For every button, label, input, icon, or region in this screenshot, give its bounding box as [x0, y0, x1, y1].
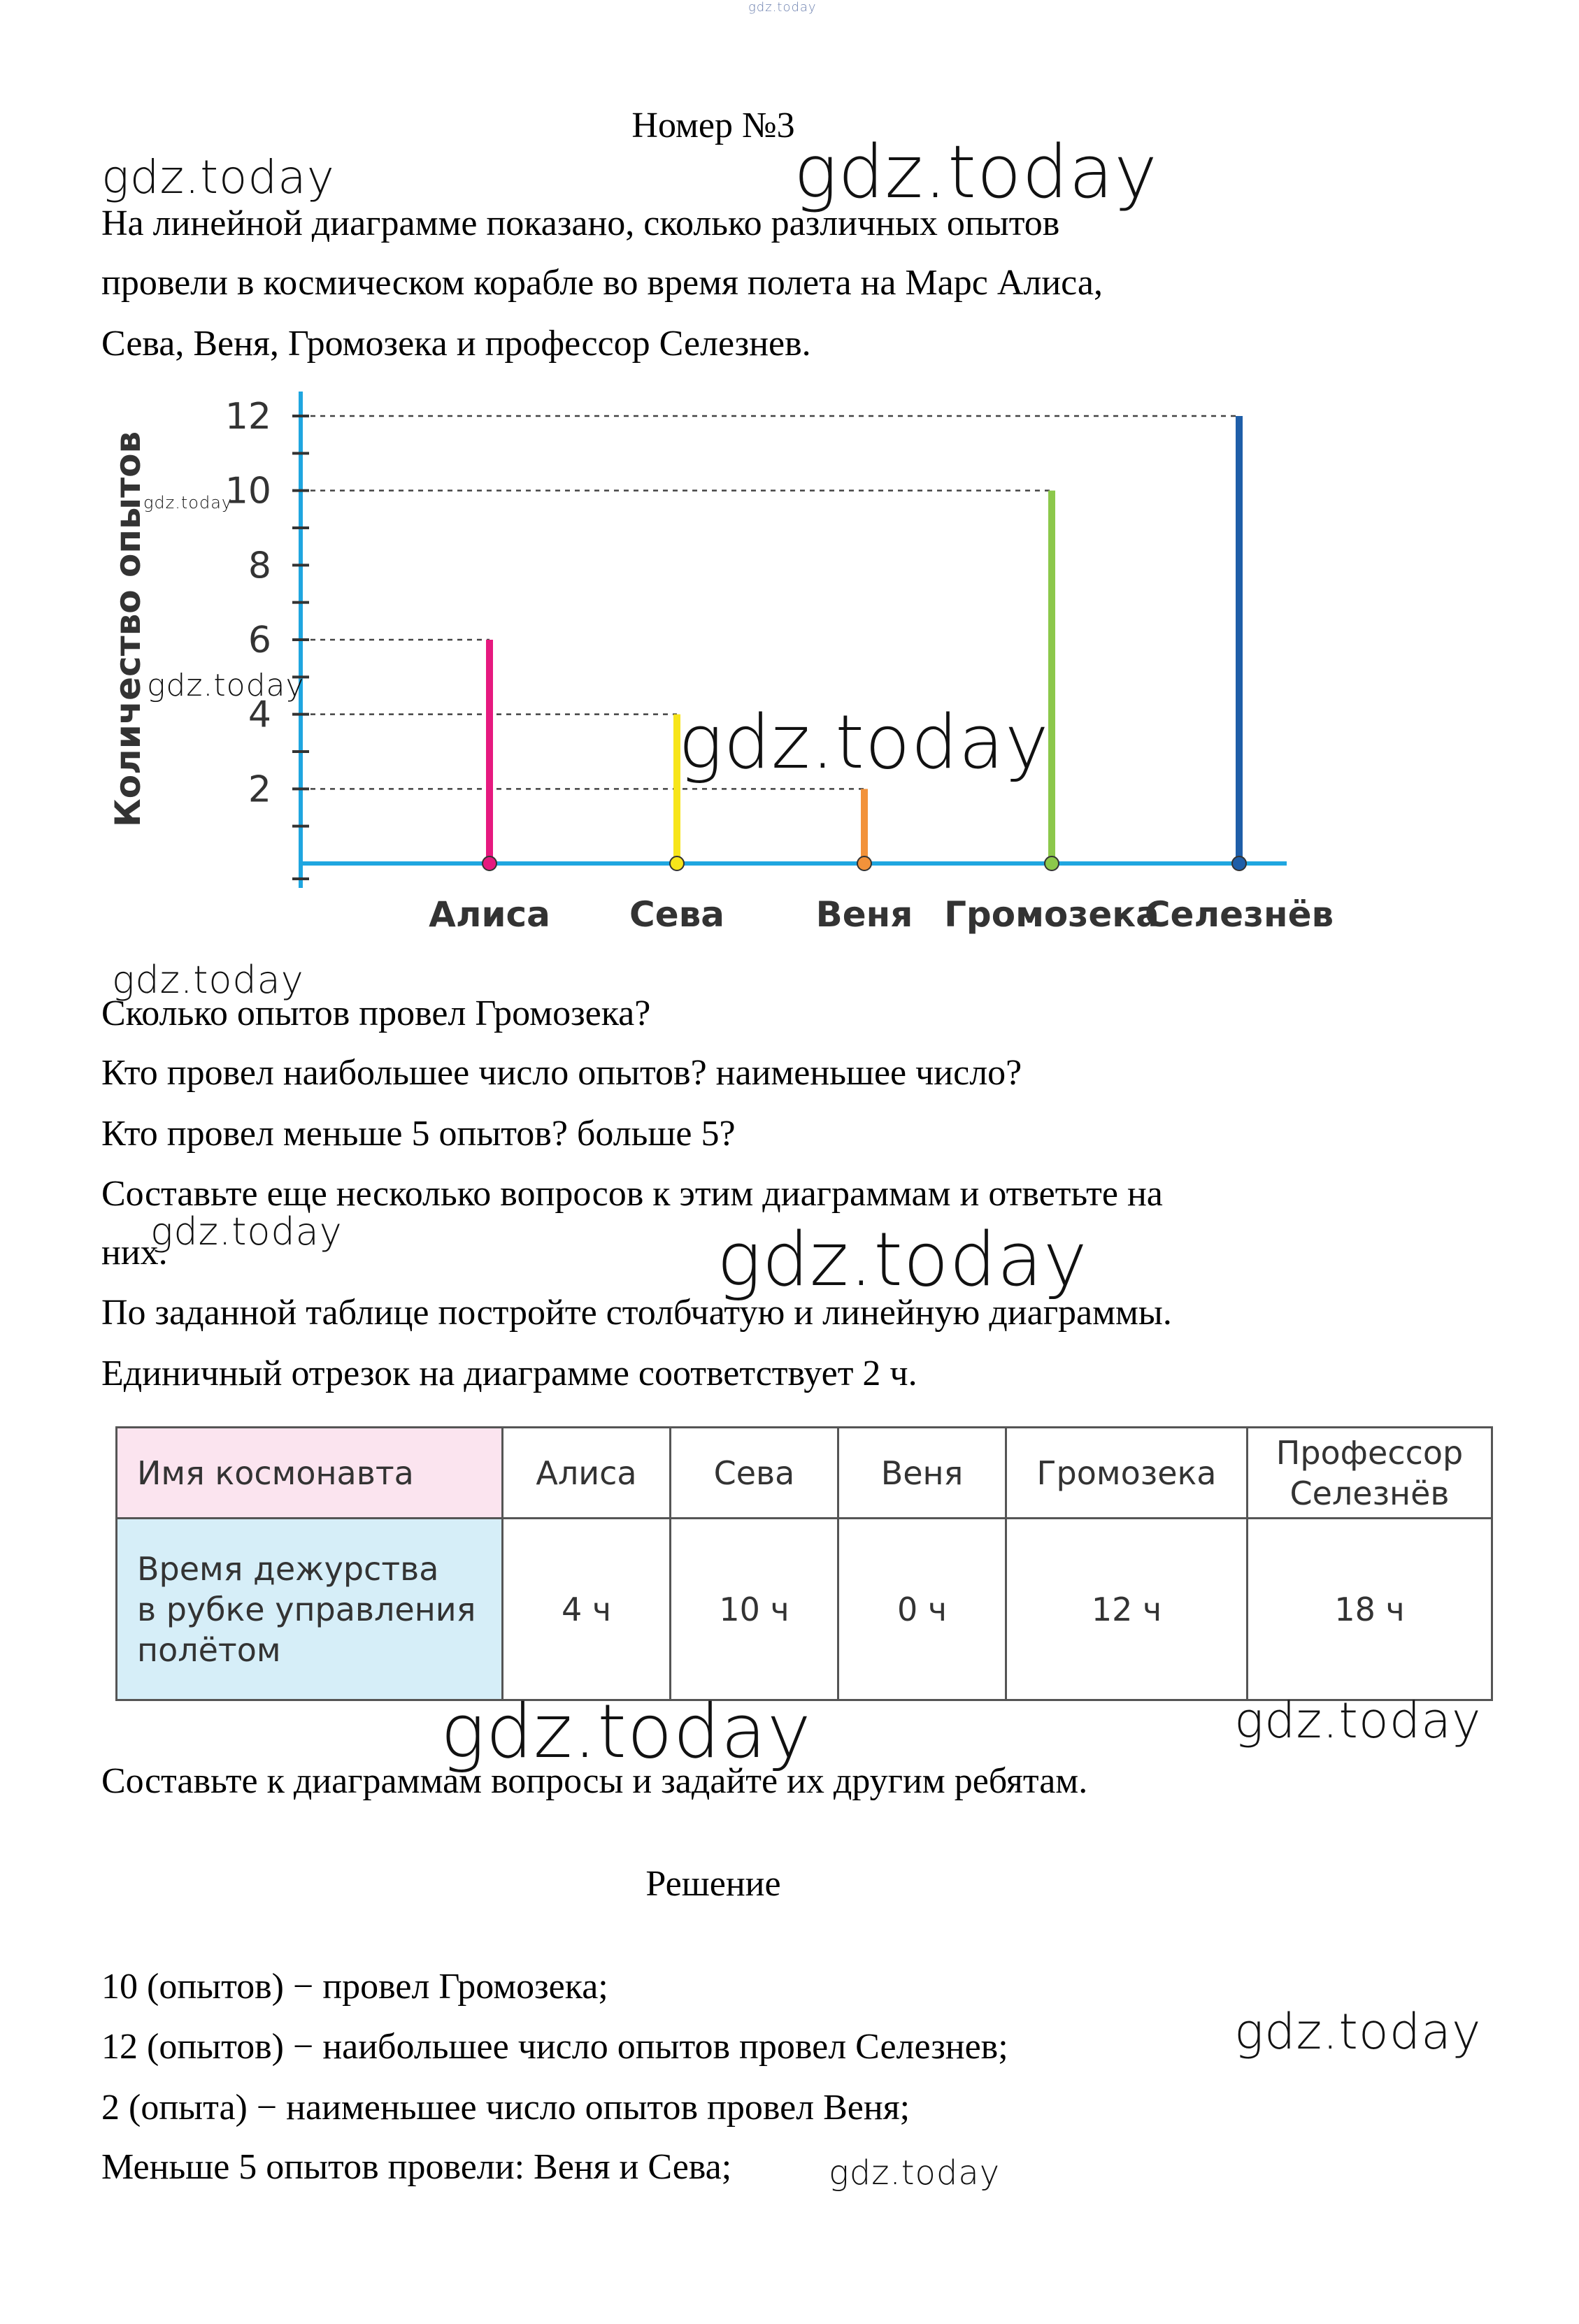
- solution-line: 10 (опытов) − провел Громозека;: [101, 1967, 608, 2007]
- watermark: gdz.today: [678, 699, 1050, 785]
- bar-dot: [670, 856, 684, 870]
- line-chart: [98, 392, 1399, 937]
- table-cell: 10 ч: [671, 1519, 838, 1700]
- table-row-label-line: полётом: [137, 1630, 281, 1669]
- chart-y-axis-label: Количество опытов: [108, 431, 148, 828]
- y-tick-label: 4: [248, 694, 271, 736]
- table-header-name: Имя космонавта: [117, 1428, 503, 1519]
- y-tick-label: 8: [248, 545, 271, 587]
- category-label: Селезнёв: [1144, 894, 1334, 935]
- watermark: gdz.today: [112, 958, 304, 1002]
- table-header-cell: Алиса: [503, 1428, 671, 1519]
- table-row-label-line: в рубке управления: [137, 1590, 476, 1628]
- table-header-line: Профессор: [1276, 1433, 1464, 1472]
- watermark: gdz.today: [441, 1688, 812, 1774]
- table-row-label: [117, 1519, 503, 1700]
- table-cell: 18 ч: [1248, 1519, 1492, 1700]
- chart-ticks: [225, 396, 309, 879]
- table-header-row: [117, 1428, 1492, 1519]
- table-header-cell: Громозека: [1006, 1428, 1248, 1519]
- table-cell: 4 ч: [503, 1519, 671, 1700]
- solution-line: 2 (опыта) − наименьшее число опытов провел Веня;: [101, 2088, 910, 2128]
- table-row-label-line: Время дежурства: [137, 1549, 439, 1588]
- intro-line: На линейной диаграмме показано, сколько различных опытов: [101, 203, 1060, 243]
- y-tick-label: 10: [224, 470, 271, 512]
- y-tick-label: 2: [248, 768, 271, 811]
- watermark-top: gdz.today: [748, 0, 817, 15]
- watermark: gdz.today: [717, 1217, 1088, 1303]
- category-label: Сева: [629, 894, 724, 935]
- watermark: gdz.today: [1234, 1692, 1482, 1749]
- table-cell: 12 ч: [1006, 1519, 1248, 1700]
- chart-labels: [429, 894, 1334, 935]
- watermark: gdz.today: [1234, 2003, 1482, 2060]
- bar-dot: [1045, 856, 1059, 870]
- question-line: Кто провел наибольшее число опытов? наименьшее число?: [101, 1053, 1022, 1093]
- table-row: [117, 1519, 1492, 1700]
- category-label: Алиса: [429, 894, 550, 935]
- category-label: Веня: [815, 894, 913, 935]
- page-title: Номер №3: [631, 106, 795, 145]
- intro-line: провели в космическом корабле во время полета на Марс Алиса,: [101, 263, 1103, 303]
- solution-line: Меньше 5 опытов провели: Веня и Сева;: [101, 2147, 732, 2187]
- solution-title: Решение: [645, 1864, 781, 1904]
- question-line: Единичный отрезок на диаграмме соответствует 2 ч.: [101, 1354, 917, 1393]
- watermark: gdz.today: [829, 2153, 1001, 2193]
- bar-dot: [1232, 856, 1246, 870]
- y-tick-label: 12: [224, 396, 271, 438]
- table-header-line: Селезнёв: [1289, 1474, 1450, 1512]
- watermark: gdz.today: [101, 150, 335, 204]
- question-line: По заданной таблице постройте столбчатую и линейную диаграммы.: [101, 1293, 1172, 1333]
- table-cell: 0 ч: [838, 1519, 1006, 1700]
- question-line: них.: [101, 1233, 168, 1272]
- watermark: gdz.today: [150, 1210, 343, 1254]
- intro-line: Сева, Веня, Громозека и профессор Селезнев.: [101, 324, 811, 364]
- y-tick-label: 6: [248, 619, 271, 661]
- table-header-cell: [1248, 1428, 1492, 1519]
- question-line: Кто провел меньше 5 опытов? больше 5?: [101, 1114, 736, 1154]
- duty-table: [115, 1426, 1493, 1701]
- category-label: Громозека: [944, 894, 1159, 935]
- bar-dot: [857, 856, 871, 870]
- chart-bars: [483, 416, 1246, 870]
- watermark: gdz.today: [794, 129, 1158, 215]
- closing-instruction: Составьте к диаграммам вопросы и задайте их другим ребятам.: [101, 1761, 1088, 1801]
- table-header-cell: Веня: [838, 1428, 1006, 1519]
- bar-dot: [483, 856, 496, 870]
- watermark: gdz.today: [147, 668, 305, 703]
- table-header-cell: Сева: [671, 1428, 838, 1519]
- question-line: Составьте еще несколько вопросов к этим диаграммам и ответьте на: [101, 1174, 1163, 1214]
- watermark: gdz.today: [143, 493, 233, 512]
- question-line: Сколько опытов провел Громозека?: [101, 994, 651, 1033]
- solution-line: 12 (опытов) − наибольшее число опытов провел Селезнев;: [101, 2027, 1008, 2067]
